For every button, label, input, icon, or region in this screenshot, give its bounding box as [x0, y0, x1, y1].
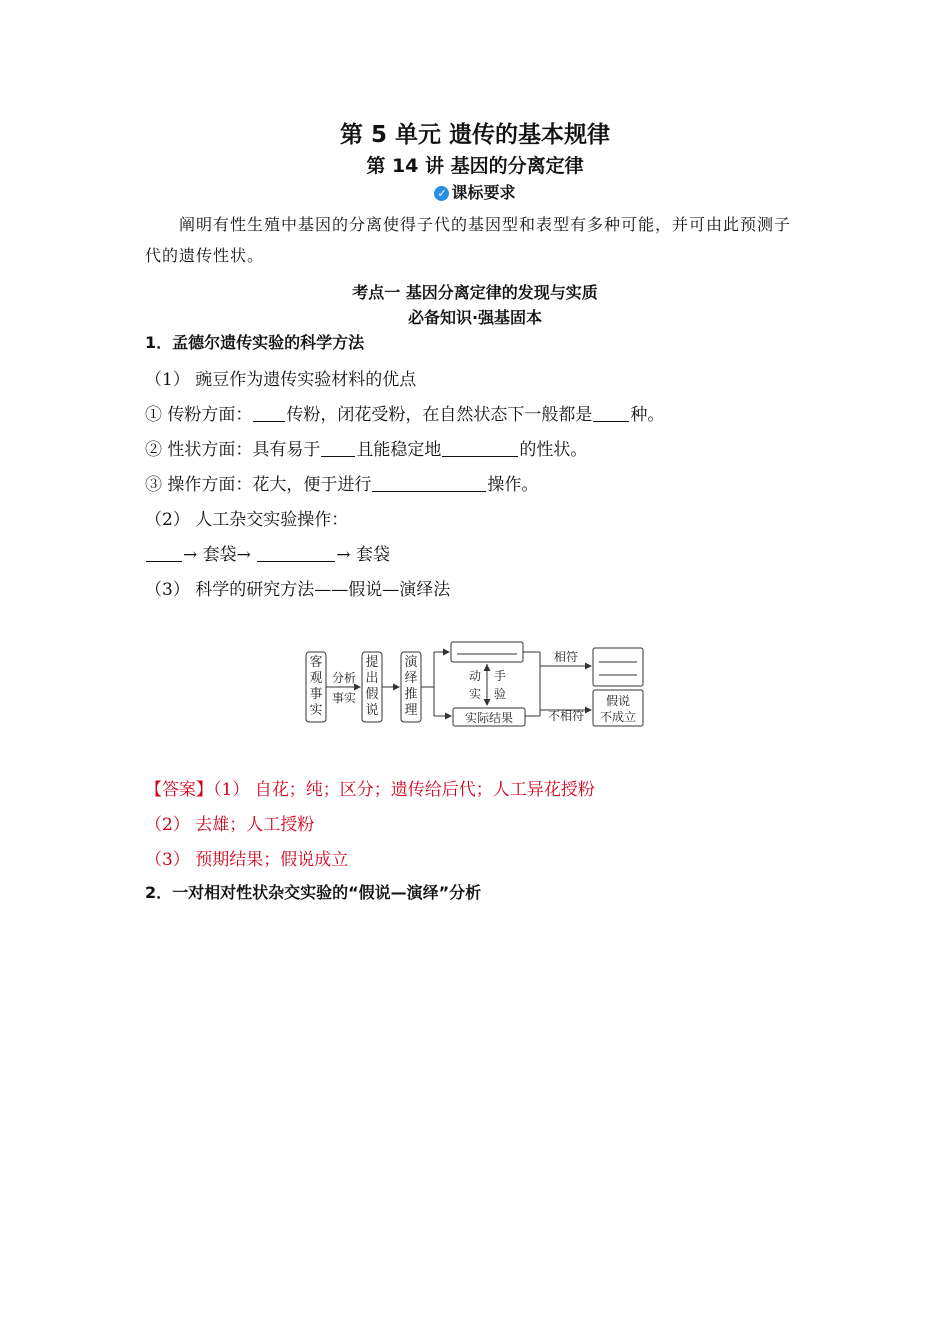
mismatch-label: 不相符	[547, 709, 585, 723]
check-circle-icon: ✓	[434, 186, 449, 201]
flow-text-b: → 套袋	[336, 545, 390, 565]
hybridization-flow	[145, 540, 390, 565]
answer-1: （1） 自花；纯；区分；遗传给后代；人工异花授粉	[213, 780, 595, 800]
fail-box-line-2: 不成立	[599, 710, 637, 724]
requirements-label: 课标要求	[451, 183, 516, 202]
box-blank-conclusion	[593, 648, 643, 686]
box2-char-3: 假	[365, 687, 379, 702]
fail-box-line-1: 假说	[605, 694, 631, 708]
box2-char-4: 说	[365, 703, 379, 718]
answer-2: （2） 去雄；人工授粉	[145, 815, 315, 835]
blank	[257, 546, 335, 562]
blank	[253, 406, 285, 422]
box-blank-expected	[451, 642, 523, 662]
section-subtitle: 必备知识·强基固本	[407, 308, 543, 327]
middle-char-4: 验	[493, 687, 507, 701]
hypothetico-deductive-diagram	[300, 640, 650, 730]
box1-char-2: 观	[309, 671, 323, 686]
box3-char-2: 绎	[404, 671, 418, 686]
box1-char-1: 客	[309, 655, 323, 670]
box3-char-1: 演	[404, 655, 418, 670]
blank	[593, 406, 629, 422]
result-box-label: 实际结果	[464, 711, 514, 725]
condition-traits	[145, 435, 587, 460]
lecture-title: 第 14 讲 基因的分离定律	[366, 155, 584, 177]
c2-text-b: 且能稳定地	[356, 440, 442, 460]
answer-3: （3） 预期结果；假说成立	[145, 850, 349, 870]
arrow1-label-1: 分析	[331, 671, 357, 685]
c3-text-b: 操作。	[487, 475, 539, 495]
box3-char-4: 理	[404, 703, 418, 718]
item1-p1: （1） 豌豆作为遗传实验材料的优点	[145, 370, 417, 390]
box3-char-3: 推	[404, 687, 418, 702]
box1-char-4: 实	[309, 703, 323, 718]
blank	[372, 476, 486, 492]
condition-pollination	[145, 400, 664, 425]
c1-text-a: ① 传粉方面：	[145, 405, 253, 425]
c3-text-a: ③ 操作方面：花大，便于进行	[145, 475, 372, 495]
c1-text-c: 种。	[630, 405, 665, 425]
arrow1-label-2: 事实	[331, 691, 357, 705]
answer-line-1	[145, 775, 595, 800]
blank	[321, 441, 355, 457]
middle-char-3: 实	[468, 687, 482, 701]
item2-heading: 2．一对相对性状杂交实验的“假说—演绎”分析	[145, 883, 482, 902]
unit-title: 第 5 单元 遗传的基本规律	[339, 122, 611, 148]
middle-char-1: 动	[468, 669, 482, 683]
box2-char-2: 出	[365, 671, 379, 686]
box2-char-1: 提	[365, 655, 379, 670]
blank	[146, 546, 182, 562]
section-title: 考点一 基因分离定律的发现与实质	[352, 283, 598, 302]
intro-paragraph: 阐明有性生殖中基因的分离使得子代的基因型和表型有多种可能，并可由此预测子代的遗传性状。	[145, 215, 792, 265]
requirements-heading	[0, 180, 950, 203]
middle-char-2: 手	[493, 669, 507, 683]
condition-operation	[145, 470, 538, 495]
item1-heading: 1．孟德尔遗传实验的科学方法	[145, 333, 365, 352]
c2-text-c: 的性状。	[519, 440, 588, 460]
item1-p3: （3） 科学的研究方法——假说—演绎法	[145, 580, 451, 600]
box1-char-3: 事	[309, 687, 323, 702]
c1-text-b: 传粉，闭花受粉，在自然状态下一般都是	[286, 405, 593, 425]
item1-p2: （2） 人工杂交实验操作：	[145, 510, 349, 530]
match-label: 相符	[553, 650, 579, 664]
flow-text-a: → 套袋→	[183, 545, 257, 565]
c2-text-a: ② 性状方面：具有易于	[145, 440, 321, 460]
answer-tag: 【答案】	[145, 780, 213, 800]
blank	[442, 441, 518, 457]
